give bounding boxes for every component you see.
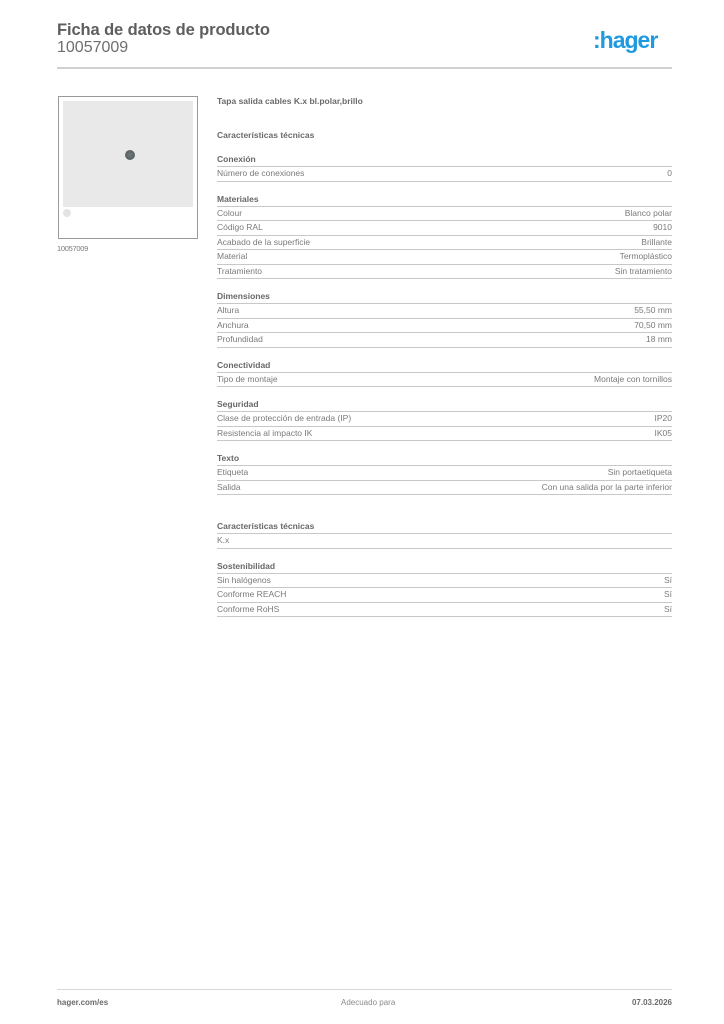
group-title: Materiales (217, 193, 672, 207)
group-title: Conectividad (217, 359, 672, 373)
spec-value: Brillante (641, 236, 672, 247)
footer-date: 07.03.2026 (631, 998, 672, 1007)
group-conectividad (217, 359, 672, 388)
spec-value: IP20 (654, 413, 672, 423)
spec-label: Tratamiento (217, 265, 263, 276)
spec-row (217, 167, 672, 182)
group-seguridad (217, 398, 672, 441)
group-title: Seguridad (217, 398, 672, 412)
spec-row (217, 250, 672, 265)
footer-suitable-for: Adecuado para (341, 998, 396, 1007)
group-texto (217, 452, 672, 495)
group-title: Sostenibilidad (217, 560, 672, 574)
group-sostenibilidad (217, 560, 672, 618)
spec-value: Sin portaetiqueta (607, 467, 672, 477)
spacer (217, 495, 672, 509)
spec-row (217, 412, 672, 427)
group-materiales (217, 193, 672, 280)
spec-value: Sí (663, 574, 672, 585)
spec-label: Profundidad (217, 334, 263, 344)
spec-value: 18 mm (646, 334, 672, 344)
spec-row (217, 588, 672, 603)
spec-value: 9010 (653, 222, 672, 232)
header-divider (57, 67, 672, 69)
spec-value: IK05 (654, 427, 672, 438)
product-name: Tapa salida cables K.x bl.polar,brillo (217, 96, 363, 106)
group-conexion (217, 153, 672, 182)
spec-value: Termoplástico (619, 251, 672, 261)
spec-value: 55,50 mm (634, 305, 672, 315)
specifications (217, 94, 672, 617)
group-title: Características técnicas (217, 520, 672, 534)
spec-value: Con una salida por la parte inferior (541, 481, 672, 492)
spec-label: Clase de protección de entrada (IP) (217, 413, 352, 423)
spec-label: Conforme RoHS (217, 603, 280, 614)
spec-label: K.x (217, 535, 230, 545)
spec-value: 70,50 mm (634, 319, 672, 330)
spec-row (217, 427, 672, 442)
spec-row (217, 466, 672, 481)
spec-label: Anchura (217, 319, 249, 330)
spec-label: Colour (217, 207, 243, 218)
cable-outlet-hole-icon (125, 150, 135, 160)
spec-row (217, 481, 672, 496)
spec-label: Conforme REACH (217, 589, 287, 599)
spec-label: Salida (217, 481, 241, 492)
spec-label: Sin halógenos (217, 574, 271, 585)
color-swatch-icon (63, 209, 71, 217)
cover-plate-icon (63, 101, 193, 207)
spec-row (217, 534, 672, 549)
footer-divider (57, 989, 672, 990)
group-title: Conexión (217, 153, 672, 167)
spec-row (217, 236, 672, 251)
spec-row (217, 603, 672, 618)
footer-website-link[interactable]: hager.com/es (57, 998, 109, 1007)
spec-row (217, 574, 672, 589)
page-title: Ficha de datos de producto (57, 21, 270, 39)
spec-value: 0 (667, 168, 672, 178)
spec-label: Número de conexiones (217, 168, 305, 178)
spec-value: Blanco polar (624, 207, 672, 218)
spec-label: Tipo de montaje (217, 373, 278, 384)
spec-row (217, 373, 672, 388)
spec-row (217, 207, 672, 222)
group-dimensiones (217, 290, 672, 348)
spec-value: Montaje con tornillos (594, 373, 672, 384)
spec-row (217, 319, 672, 334)
spec-label: Material (217, 251, 248, 261)
section-title: Características técnicas (217, 130, 315, 140)
group-title: Texto (217, 452, 672, 466)
spec-label: Altura (217, 305, 240, 315)
spec-value: Sí (663, 603, 672, 614)
group-title: Dimensiones (217, 290, 672, 304)
spec-label: Código RAL (217, 222, 263, 232)
spec-row (217, 265, 672, 280)
hager-logo: :hager (593, 27, 658, 53)
spec-row (217, 221, 672, 236)
spec-row (217, 333, 672, 348)
image-caption: 10057009 (57, 244, 88, 253)
spec-label: Etiqueta (217, 467, 249, 477)
spec-value: Sí (663, 589, 672, 599)
product-image (58, 96, 198, 239)
spec-label: Acabado de la superficie (217, 236, 311, 247)
spec-value: Sin tratamiento (614, 265, 672, 276)
spec-row (217, 304, 672, 319)
product-code: 10057009 (57, 39, 129, 56)
spec-label: Resistencia al impacto IK (217, 427, 313, 438)
group-caracteristicas (217, 520, 672, 549)
